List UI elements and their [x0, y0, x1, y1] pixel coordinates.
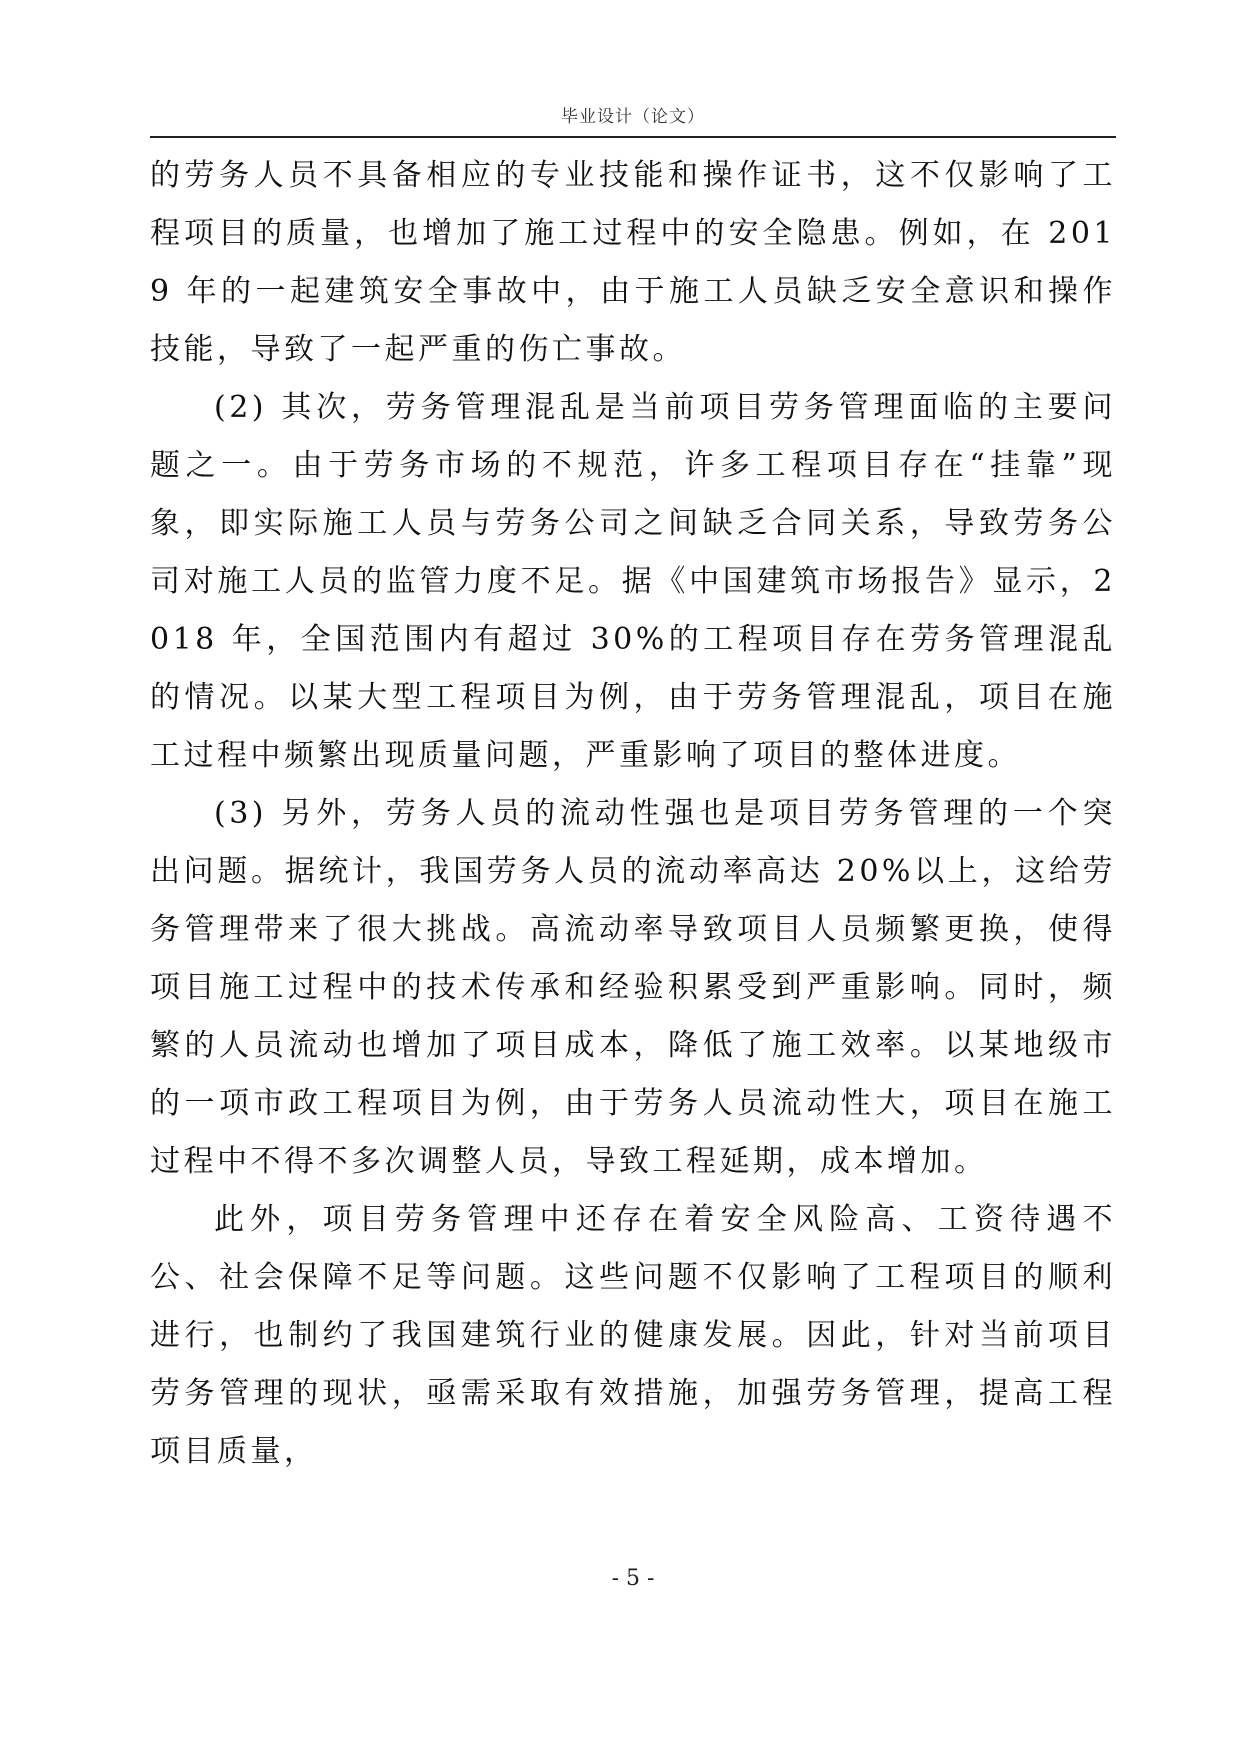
header-rule	[150, 136, 1116, 138]
paragraph-continuation: 的劳务人员不具备相应的专业技能和操作证书，这不仅影响了工程项目的质量，也增加了施工过程中的安全隐患。例如，在 2019 年的一起建筑安全事故中，由于施工人员缺乏安全意识和操作技能，导致了一起严重的伤亡事故。	[150, 158, 1116, 367]
paragraph-point-2: (2) 其次，劳务管理混乱是当前项目劳务管理面临的主要问题之一。由于劳务市场的不规范，许多工程项目存在“挂靠”现象，即实际施工人员与劳务公司之间缺乏合同关系，导致劳务公司对施工人员的监管力度不足。据《中国建筑市场报告》显示，2018 年，全国范围内有超过 30%的工程项目存在劳务管理混乱的情况。以某大型工程项目为例，由于劳务管理混乱，项目在施工过程中频繁出现质量问题，严重影响了项目的整体进度。	[150, 390, 1116, 773]
paragraph-summary: 此外，项目劳务管理中还存在着安全风险高、工资待遇不公、社会保障不足等问题。这些问题不仅影响了工程项目的顺利进行，也制约了我国建筑行业的健康发展。因此，针对当前项目劳务管理的现状，亟需采取有效措施，加强劳务管理，提高工程项目质量，	[150, 1202, 1116, 1469]
paragraph-point-3: (3) 另外，劳务人员的流动性强也是项目劳务管理的一个突出问题。据统计，我国劳务人员的流动率高达 20%以上，这给劳务管理带来了很大挑战。高流动率导致项目人员频繁更换，使得项目施工过程中的技术传承和经验积累受到严重影响。同时，频繁的人员流动也增加了项目成本，降低了施工效率。以某地级市的一项市政工程项目为例，由于劳务人员流动性大，项目在施工过程中不得不多次调整人员，导致工程延期，成本增加。	[150, 796, 1116, 1179]
page-number: - 5 -	[611, 1566, 655, 1591]
page-header: 毕业设计（论文）	[561, 107, 705, 127]
body-text	[150, 147, 1116, 1481]
